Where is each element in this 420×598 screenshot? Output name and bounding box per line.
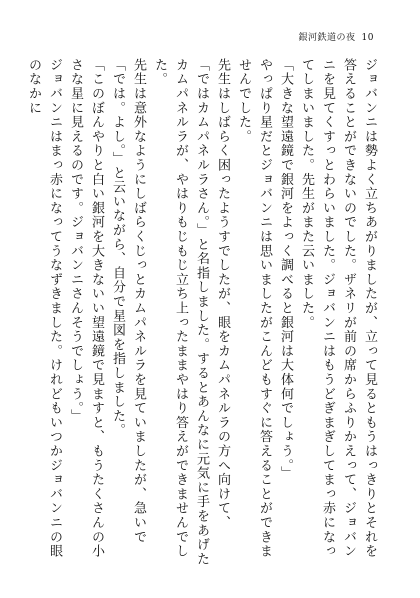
paragraph: やっぱり星だとジョバンニは思いましたがこんどもすぐに答えることができませんでした。: [236, 58, 272, 559]
paragraph: ジョバンニはまっ赤になってうなずきました。けれどもいつかジョバンニの眼のなかに: [26, 58, 62, 559]
vertical-text-block: [26, 58, 380, 568]
paragraph: 先生はしばらく困ったようすでしたが、眼をカムパネルラの方へ向けて、: [215, 58, 230, 530]
paragraph: 先生は意外なようにしばらくじっとカムパネルラを見ていましたが、急いで「では。よし。」と云いながら、自分で星図を指しました。: [110, 58, 146, 545]
paragraph: 「このぼんやりと白い銀河を大きないい望遠鏡で見ますと、もうたくさんの小さな星に見えるのです。ジョバンニさんそうでしょう。」: [68, 58, 104, 559]
running-head: [299, 30, 374, 43]
paragraph: 「ではカムパネルラさん。」と名指しました。するとあんなに元気に手をあげたカムパネルラが、やはりもじもじ立ち上ったままやはり答えができませんでした。: [152, 58, 209, 567]
paragraph: ジョバンニは勢よく立ちあがりましたが、立って見るともうはっきりとそれを答えることができないのでした。ザネリが前の席からふりかえって、ジョバンニを見てくすっとわらいました。ジョバンニはもうどぎまぎしてまっ赤になってしまいました。先生がまた云いました。: [299, 58, 377, 559]
page-number: 10: [361, 33, 374, 43]
book-title: 銀河鉄道の夜: [298, 33, 356, 43]
paragraph: 「大きな望遠鏡で銀河をよっく調べると銀河は大体何でしょう。」: [278, 58, 293, 481]
